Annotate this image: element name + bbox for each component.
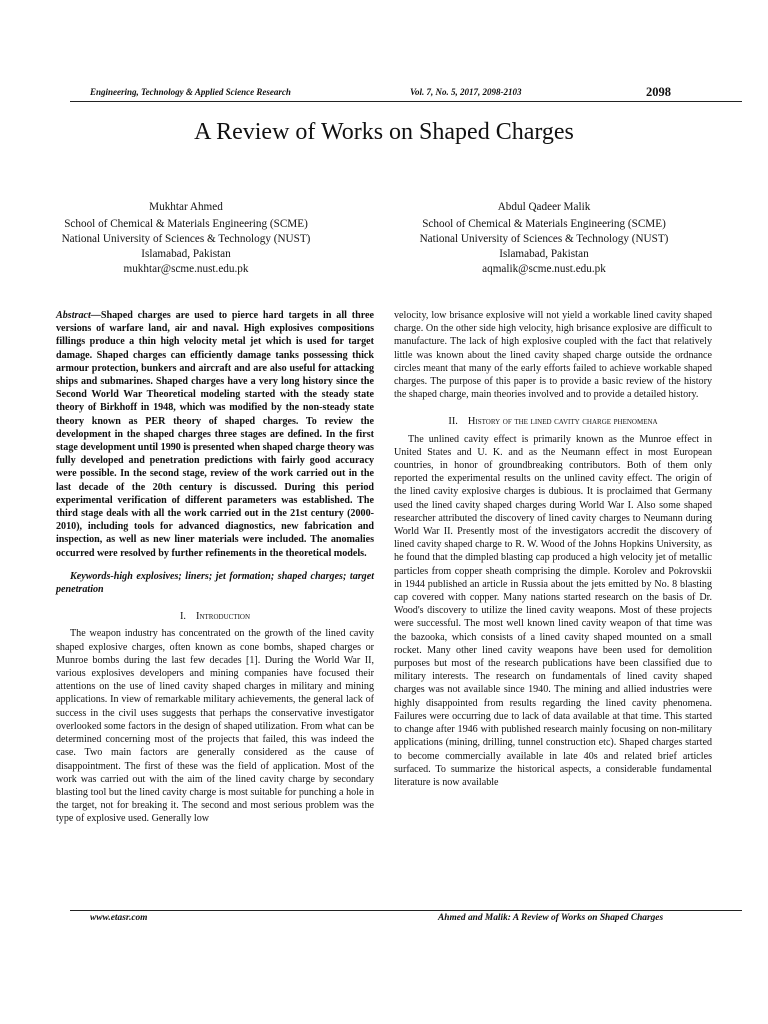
section-title: History of the lined cavity charge phenomena <box>467 416 658 428</box>
section-number: I. <box>179 611 187 623</box>
introduction-continued: velocity, low brisance explosive will not yield a workable lined cavity shaped charge. On the other side high velocity, high brisance explosive are difficult to manufacture. The lack of high explosive coupled with the fact that relatively little was known about the lined cavity shaped charge outside the ordnance circles meant that many of the early efforts failed to achieve workable shaped charges. The purpose of this paper is to provide a basic review of the history the shaped charge, main theories involved and to provide a detailed history. <box>394 310 712 401</box>
section-title: Introduction <box>196 611 251 623</box>
page-number: 2098 <box>646 85 671 99</box>
introduction-paragraph: The weapon industry has concentrated on the growth of the lined cavity shaped explosive charges, often known as cone bombs, shaped charges or Munroe bombs during the last few decades [1]. During the World War II, various explosives developers and mining companies have focused their attentions on the use of lined cavity shaped charges in military and mining applications. In view of remarkable military achievements, the general lack of success in the civil uses suggests that perhaps the conservative investigator overlooked some factors in the design of shaped utilization. From what can be determined concerning most of the projects that failed, this was indeed the case. Two main factors are generally considered as the cause of disappointment. The first of these was the field of application. Most of the work was carried out with the aim of the lined cavity charge by secondary blasting tool but the lined cavity charge is most suitable for punching a hole in the target, not for breaking it. The second and most serious problem was the type of explosive used. Generally low <box>56 628 374 825</box>
journal-name: Engineering, Technology & Applied Science Research <box>90 87 291 97</box>
paper-title: A Review of Works on Shaped Charges <box>194 119 574 145</box>
author-name: Abdul Qadeer Malik <box>497 201 591 213</box>
header-rule <box>70 101 742 102</box>
footer-rule <box>70 910 742 911</box>
footer-citation: Ahmed and Malik: A Review of Works on Shaped Charges <box>438 913 664 923</box>
author-location: Islamabad, Pakistan <box>499 248 589 260</box>
section-number: II. <box>448 416 458 428</box>
section-heading-history <box>394 415 712 428</box>
abstract-text: Shaped charges are used to pierce hard targets in all three versions of warfare land, air and naval. High explosives compositions fillings produce a thin high velocity metal jet which is used for target damage. Shaped charges can efficiently damage tanks possessing thick armour protection, bunkers and aircraft and are also useful for attacking ships and submarines. Shaped charges have a very long history since the Second World War Theoretical modeling started with the steady state theory of Birkhoff in 1948, which was modified by the non-steady state theory known as PER theory of shaped charges. To review the development in the shaped charges three stages are defined. In the first stage development until 1990 is presented when shaped charge theory was fully developed and penetration predictions with fairly good accuracy were possible. In the second stage, review of the work carried out in the last decade of the 20th century is discussed. During this period experimental verification of different parameters was established. The third stage deals with all the work carried out in the 21st century (2000-2010), including tools for advanced diagnostics, new fabrication and inspection, as well as new liner materials were included. The anomalies occurred were resolved by further refinements in the theoretical models. <box>56 310 374 559</box>
volume-info: Vol. 7, No. 5, 2017, 2098-2103 <box>410 87 522 97</box>
footer-website[interactable]: www.etasr.com <box>90 913 148 923</box>
keywords: Keywords-high explosives; liners; jet formation; shaped charges; target penetration <box>56 570 374 596</box>
history-paragraph: The unlined cavity effect is primarily known as the Munroe effect in United States and U. K. and as the Neumann effect in most European countries, in honor of groundbreaking contributors. Both of them only reported the experimental results on the unlined cavity effect. The origin of the lined cavity explosive charges is dubious. It is proclaimed that Germany used the lined cavity shaped charges during World War I. Also some shaped researcher attributed the discovery of lined cavity charges to Neumann during World War II. Presently most of the investigators accredit the discovery of lined cavity shaped charge to R. W. Wood of the Johns Hopkins University, as he found that the dimpled blasting cap produced a high velocity jet of metallic particles from copper sheath comprising the dimple. Korolev and Pokrovskii in 1944 published an article in Russia about the jets emitted by No. 8 blasting cap covered with copper. Many nations started research on the basis of Dr. Wood's discovery to utilize the lined cavity weapons. Most of these projects were successful. The most well known lined cavity weapon of that time was the bazooka, which consists of a lined cavity shaped mounted on a small rocket. Many other lined cavity weapons have been used for demolition purposes but most of the research publications have been classified due to military interests. The research on fundamentals of lined cavity shaped charges was not available since 1940. The mining and allied industries were highly disappointed from results regarding the lined cavity phenomena. Failures were occurring due to lack of data available at that time. This started to change after 1946 with published research mainly focusing on non-military applications (mining, drilling, tunnel construction etc). Shaped charges started to become commercially available in late 40s and related brief articles surfaced. To summarize the historical aspects, a considerable fundamental literature is now available <box>394 433 712 788</box>
author-affiliation: School of Chemical & Materials Engineering (SCME) <box>64 218 308 230</box>
abstract-lead: Abstract— <box>56 310 101 321</box>
author-location: Islamabad, Pakistan <box>141 248 231 260</box>
left-column <box>56 309 374 826</box>
section-heading-introduction <box>56 610 374 623</box>
author-block-2 <box>364 200 724 277</box>
author-email[interactable]: mukhtar@scme.nust.edu.pk <box>123 263 249 275</box>
author-affiliation: National University of Sciences & Technology (NUST) <box>61 233 311 245</box>
author-block-1 <box>6 200 366 277</box>
author-affiliation: National University of Sciences & Technology (NUST) <box>419 233 669 245</box>
abstract <box>56 309 374 560</box>
author-email[interactable]: aqmalik@scme.nust.edu.pk <box>482 263 606 275</box>
author-name: Mukhtar Ahmed <box>149 201 223 213</box>
author-affiliation: School of Chemical & Materials Engineering (SCME) <box>422 218 666 230</box>
right-column <box>394 309 712 789</box>
running-header <box>86 84 741 100</box>
